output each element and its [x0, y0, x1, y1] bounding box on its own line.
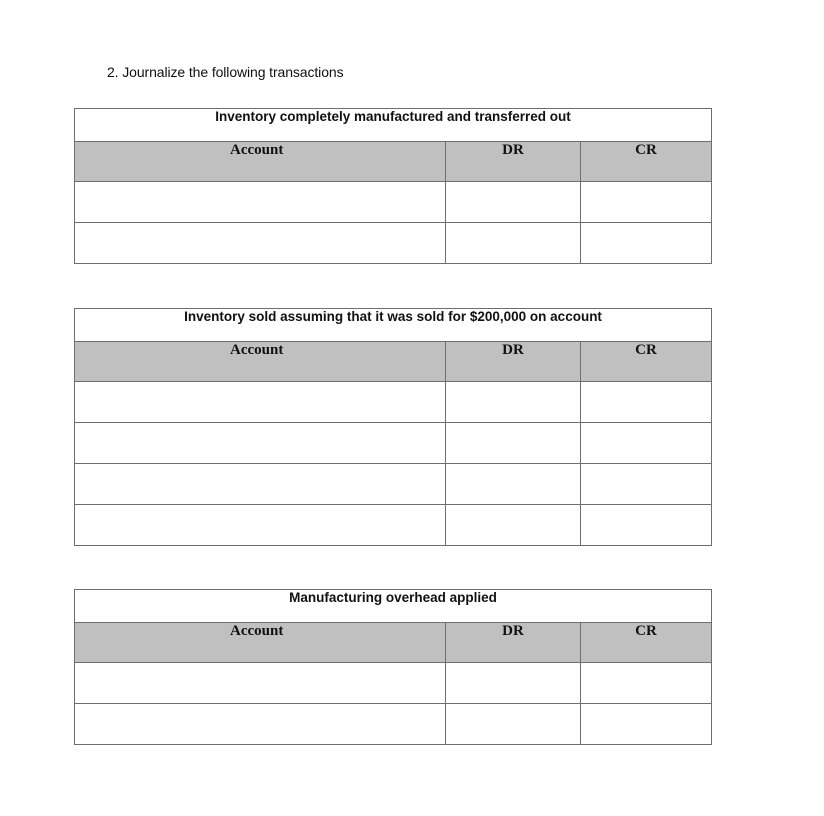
dr-cell[interactable] [446, 223, 581, 264]
table-row [75, 382, 712, 423]
account-header: Account [75, 142, 446, 182]
dr-cell[interactable] [446, 182, 581, 223]
dr-cell[interactable] [446, 505, 581, 546]
journal-table-sold [74, 308, 712, 546]
table-row [75, 223, 712, 264]
account-cell[interactable] [75, 182, 446, 223]
account-cell[interactable] [75, 704, 446, 745]
table-row [75, 182, 712, 223]
dr-header: DR [446, 342, 581, 382]
account-header: Account [75, 623, 446, 663]
cr-header: CR [581, 623, 712, 663]
account-cell[interactable] [75, 505, 446, 546]
table-row [75, 423, 712, 464]
account-cell[interactable] [75, 464, 446, 505]
cr-header: CR [581, 342, 712, 382]
account-cell[interactable] [75, 223, 446, 264]
journal-title: Inventory completely manufactured and transferred out [75, 109, 712, 142]
cr-header: CR [581, 142, 712, 182]
table-row [75, 505, 712, 546]
cr-cell[interactable] [581, 464, 712, 505]
instruction-text: 2. Journalize the following transactions [107, 64, 344, 80]
cr-cell[interactable] [581, 704, 712, 745]
table-row [75, 663, 712, 704]
table-row [75, 704, 712, 745]
dr-cell[interactable] [446, 704, 581, 745]
account-cell[interactable] [75, 663, 446, 704]
cr-cell[interactable] [581, 505, 712, 546]
journal-title: Manufacturing overhead applied [75, 590, 712, 623]
cr-cell[interactable] [581, 182, 712, 223]
account-header: Account [75, 342, 446, 382]
account-cell[interactable] [75, 382, 446, 423]
dr-cell[interactable] [446, 423, 581, 464]
account-cell[interactable] [75, 423, 446, 464]
journal-table-manufactured [74, 108, 712, 264]
dr-cell[interactable] [446, 663, 581, 704]
cr-cell[interactable] [581, 423, 712, 464]
journal-title: Inventory sold assuming that it was sold for $200,000 on account [75, 309, 712, 342]
dr-header: DR [446, 142, 581, 182]
dr-cell[interactable] [446, 382, 581, 423]
journal-table-overhead [74, 589, 712, 745]
table-row [75, 464, 712, 505]
dr-header: DR [446, 623, 581, 663]
cr-cell[interactable] [581, 382, 712, 423]
cr-cell[interactable] [581, 223, 712, 264]
dr-cell[interactable] [446, 464, 581, 505]
cr-cell[interactable] [581, 663, 712, 704]
